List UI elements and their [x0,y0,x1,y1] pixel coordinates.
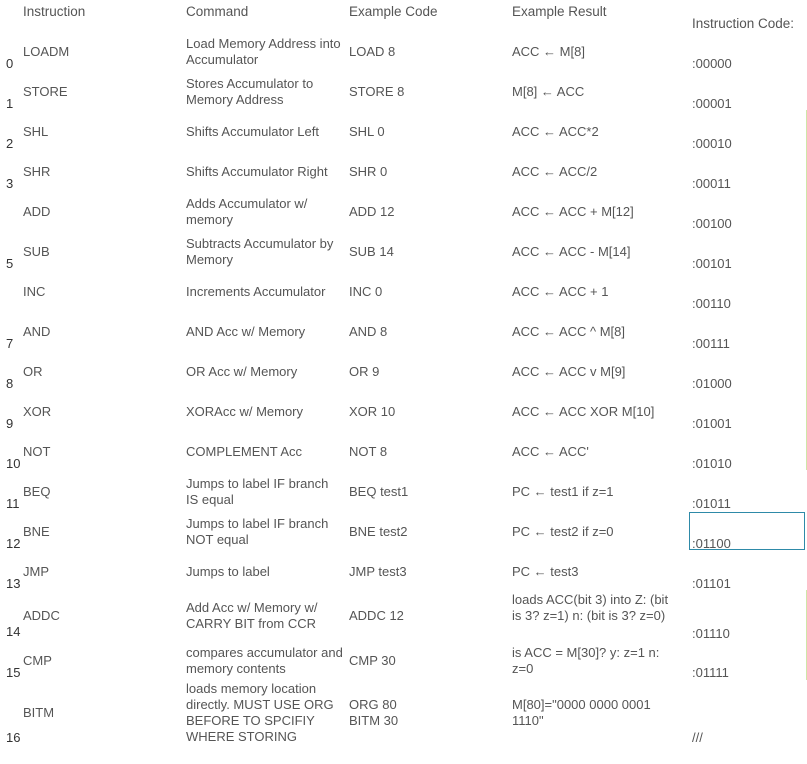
row-number: 1 [6,96,14,111]
command-cell[interactable]: Jumps to label [186,564,270,579]
example-result-cell[interactable]: PC ← test1 if z=1 [512,484,614,499]
command-cell[interactable]: Shifts Accumulator Left [186,124,319,139]
command-cell[interactable]: Jumps to label IF branch NOT equal [186,516,329,547]
instruction-cell[interactable]: LOADM [23,44,70,59]
row-number: 0 [6,56,14,71]
instruction-cell[interactable]: BEQ [23,484,51,499]
command-cell[interactable]: COMPLEMENT Acc [186,444,303,459]
example-result-cell[interactable]: M[80]="0000 0000 0001 1110" [512,697,651,728]
example-result-cell[interactable]: is ACC = M[30]? y: z=1 n: z=0 [512,645,660,676]
instruction-cell[interactable]: CMP [23,653,52,668]
instruction-cell[interactable]: XOR [23,404,52,419]
header-example-code: Example Code [349,4,438,19]
instruction-cell[interactable]: NOT [23,444,51,459]
instruction-code-cell[interactable]: :01110 [692,626,730,641]
instruction-cell[interactable]: AND [23,324,51,339]
example-code-cell[interactable]: SHL 0 [349,124,385,139]
instruction-code-cell[interactable]: :01100 [692,536,731,551]
instruction-code-cell[interactable]: :01001 [692,416,732,431]
command-cell[interactable]: Load Memory Address into Accumulator [186,36,341,67]
row-number: 9 [6,416,14,431]
instruction-code-cell[interactable]: :01010 [692,456,732,471]
instruction-code-cell[interactable]: :00100 [692,216,732,231]
row-number: 5 [6,256,14,271]
row-number: 16 [6,730,21,745]
instruction-cell[interactable]: STORE [23,84,68,99]
instruction-cell[interactable]: ADD [23,204,51,219]
command-cell[interactable]: Jumps to label IF branch IS equal [186,476,329,507]
command-cell[interactable]: Shifts Accumulator Right [186,164,328,179]
instruction-cell[interactable]: BNE [23,524,50,539]
instruction-cell[interactable]: BITM [23,705,55,720]
row-number: 10 [6,456,21,471]
command-cell[interactable]: Subtracts Accumulator by Memory [186,236,334,267]
row-number: 7 [6,336,14,351]
header-example-result: Example Result [512,4,607,19]
header-instruction: Instruction [23,4,86,19]
example-code-cell[interactable]: ORG 80 BITM 30 [349,697,399,728]
instruction-cell[interactable]: SHR [23,164,51,179]
header-instruction-code: Instruction Code: [692,16,795,31]
example-code-cell[interactable]: OR 9 [349,364,380,379]
example-code-cell[interactable]: JMP test3 [349,564,407,579]
example-code-cell[interactable]: SHR 0 [349,164,388,179]
instruction-code-cell[interactable]: :01111 [692,665,729,680]
instruction-cell[interactable]: SHL [23,124,49,139]
example-result-cell[interactable]: ACC ← ACC + M[12] [512,204,634,219]
example-result-cell[interactable]: ACC ← M[8] [512,44,585,59]
instruction-code-cell[interactable]: /// [692,730,703,745]
header-command: Command [186,4,249,19]
instruction-cell[interactable]: JMP [23,564,49,579]
instruction-code-cell[interactable]: :00010 [692,136,732,151]
command-cell[interactable]: compares accumulator and memory contents [186,645,343,676]
example-code-cell[interactable]: BEQ test1 [349,484,409,499]
example-code-cell[interactable]: CMP 30 [349,653,396,668]
command-cell[interactable]: XORAcc w/ Memory [186,404,304,419]
example-code-cell[interactable]: ADD 12 [349,204,395,219]
example-result-cell[interactable]: ACC ← ACC*2 [512,124,599,139]
row-number: 8 [6,376,14,391]
command-cell[interactable]: Adds Accumulator w/ memory [186,196,308,227]
example-result-cell[interactable]: ACC ← ACC - M[14] [512,244,631,259]
instruction-cell[interactable]: INC [23,284,46,299]
example-result-cell[interactable]: M[8] ← ACC [512,84,585,99]
instruction-cell[interactable]: ADDC [23,608,60,623]
example-code-cell[interactable]: AND 8 [349,324,388,339]
example-code-cell[interactable]: ADDC 12 [349,608,404,623]
example-code-cell[interactable]: NOT 8 [349,444,388,459]
row-number: 12 [6,536,21,551]
example-result-cell[interactable]: loads ACC(bit 3) into Z: (bit is 3? z=1) n: (bit is 3? z=0) [512,592,669,623]
example-code-cell[interactable]: LOAD 8 [349,44,396,59]
example-result-cell[interactable]: ACC ← ACC XOR M[10] [512,404,655,419]
command-cell[interactable]: Stores Accumulator to Memory Address [186,76,314,107]
instruction-code-cell[interactable]: :01101 [692,576,731,591]
row-number: 13 [6,576,21,591]
example-result-cell[interactable]: ACC ← ACC v M[9] [512,364,626,379]
row-number: 2 [6,136,14,151]
selected-cell-outline [689,512,805,550]
command-cell[interactable]: Increments Accumulator [186,284,326,299]
example-code-cell[interactable]: SUB 14 [349,244,394,259]
instruction-code-cell[interactable]: :00101 [692,256,732,271]
example-code-cell[interactable]: XOR 10 [349,404,396,419]
instruction-code-cell[interactable]: :00001 [692,96,732,111]
example-result-cell[interactable]: ACC ← ACC' [512,444,589,459]
command-cell[interactable]: AND Acc w/ Memory [186,324,306,339]
example-code-cell[interactable]: STORE 8 [349,84,405,99]
instruction-code-cell[interactable]: :00011 [692,176,731,191]
command-cell[interactable]: loads memory location directly. MUST USE ORG BEFORE TO SPCIFIY WHERE STORING [186,681,334,744]
command-cell[interactable]: OR Acc w/ Memory [186,364,298,379]
command-cell[interactable]: Add Acc w/ Memory w/ CARRY BIT from CCR [186,600,318,631]
instruction-cell[interactable]: SUB [23,244,50,259]
example-result-cell[interactable]: PC ← test3 [512,564,579,579]
example-result-cell[interactable]: ACC ← ACC/2 [512,164,598,179]
row-number: 11 [6,496,20,511]
instruction-code-cell[interactable]: :01011 [692,496,731,511]
instruction-code-cell[interactable]: :00111 [692,336,730,351]
instruction-cell[interactable]: OR [23,364,43,379]
row-number: 15 [6,665,21,680]
example-code-cell[interactable]: BNE test2 [349,524,408,539]
example-code-cell[interactable]: INC 0 [349,284,383,299]
instruction-code-cell[interactable]: :01000 [692,376,732,391]
example-result-cell[interactable]: PC ← test2 if z=0 [512,524,614,539]
instruction-code-cell[interactable]: :00110 [692,296,731,311]
example-result-cell[interactable]: ACC ← ACC + 1 [512,284,609,299]
row-number: 14 [6,624,21,639]
example-result-cell[interactable]: ACC ← ACC ^ M[8] [512,324,626,339]
instruction-code-cell[interactable]: :00000 [692,56,732,71]
row-number: 3 [6,176,14,191]
